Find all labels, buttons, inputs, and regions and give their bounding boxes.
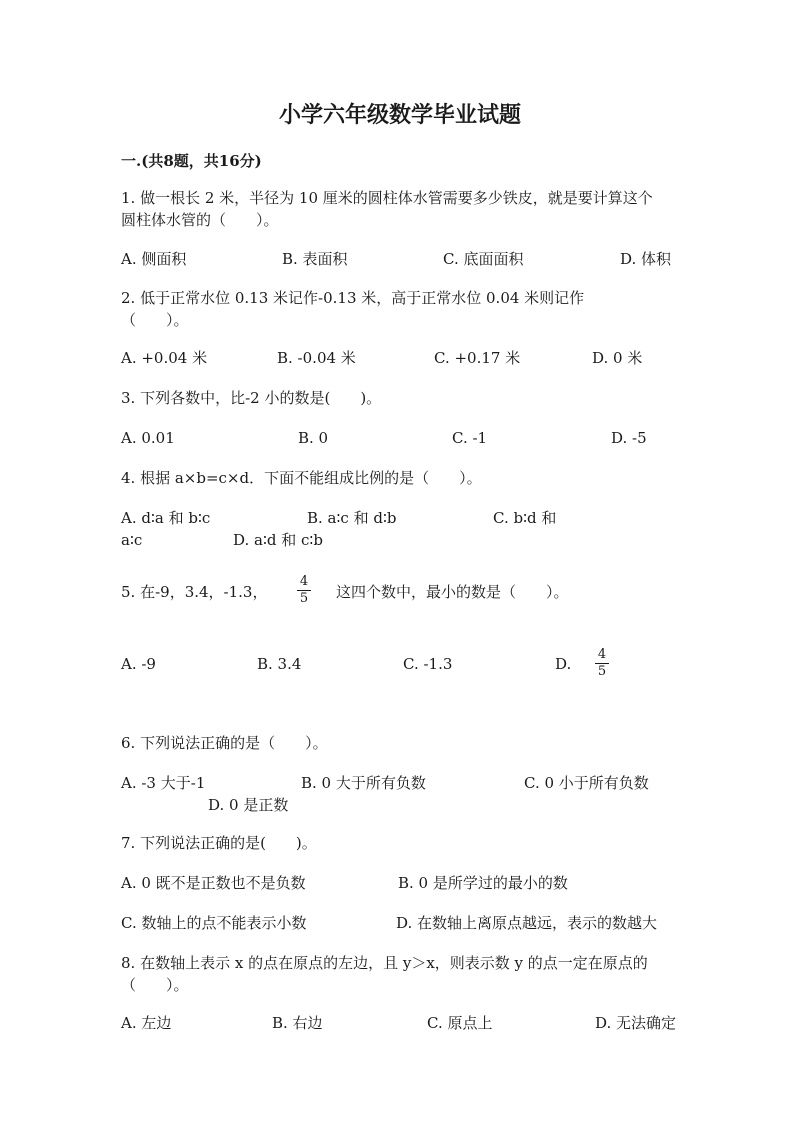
q3-option-c[interactable]: C. -1 [452,429,488,447]
q8-option-b[interactable]: B. 右边 [272,1014,323,1032]
q6-option-b[interactable]: B. 0 大于所有负数 [301,774,426,792]
q5-option-d-fraction [595,648,609,679]
question-4-line-1: 4. 根据 a×b=c×d．下面不能组成比例的是（ ）。 [121,469,482,487]
question-2-line-1: 2. 低于正常水位 0.13 米记作-0.13 米，高于正常水位 0.04 米则记作 [121,289,585,307]
question-5-suffix: 这四个数中，最小的数是（ ）。 [336,583,569,601]
q7-option-d[interactable]: D. 在数轴上离原点越远，表示的数越大 [396,914,658,932]
question-2-line-2: （ ）。 [121,311,189,329]
q2-option-a[interactable]: A. +0.04 米 [121,349,208,367]
q8-option-c[interactable]: C. 原点上 [427,1014,493,1032]
q4-option-b[interactable]: B. a∶c 和 d∶b [307,509,397,527]
question-3-line-1: 3. 下列各数中，比-2 小的数是( )。 [121,389,382,407]
question-8-line-2: （ ）。 [121,976,189,994]
section-heading: 一.(共8题，共16分) [121,152,262,170]
question-7-line-1: 7. 下列说法正确的是( )。 [121,834,317,852]
q1-option-d[interactable]: D. 体积 [620,250,672,268]
q3-option-d[interactable]: D. -5 [611,429,647,447]
q5-fraction [297,575,311,606]
q5-option-b[interactable]: B. 3.4 [257,655,302,673]
q6-option-a[interactable]: A. -3 大于-1 [121,774,206,792]
q5-option-d-denominator: 5 [597,664,607,679]
q1-option-c[interactable]: C. 底面面积 [443,250,524,268]
q8-option-d[interactable]: D. 无法确定 [595,1014,677,1032]
q2-option-c[interactable]: C. +0.17 米 [434,349,521,367]
q5-option-a[interactable]: A. -9 [121,655,156,673]
q5-fraction-numerator: 4 [299,574,309,589]
q1-option-b[interactable]: B. 表面积 [282,250,348,268]
q2-option-b[interactable]: B. -0.04 米 [277,349,356,367]
q4-option-d[interactable]: D. a∶d 和 c∶b [233,531,323,549]
q5-option-c[interactable]: C. -1.3 [403,655,453,673]
question-1-line-2: 圆柱体水管的（ ）。 [121,211,279,229]
q5-fraction-denominator: 5 [299,591,309,606]
q4-option-c-continued[interactable]: a∶c [121,531,143,549]
q1-option-a[interactable]: A. 侧面积 [121,250,187,268]
q5-option-d[interactable]: D. [555,655,572,673]
q5-option-d-numerator: 4 [597,647,607,662]
question-6-line-1: 6. 下列说法正确的是（ ）。 [121,734,328,752]
q4-option-c[interactable]: C. b∶d 和 [493,509,557,527]
q3-option-a[interactable]: A. 0.01 [121,429,175,447]
q6-option-c[interactable]: C. 0 小于所有负数 [524,774,649,792]
q7-option-c[interactable]: C. 数轴上的点不能表示小数 [121,914,307,932]
q8-option-a[interactable]: A. 左边 [121,1014,172,1032]
question-5-prefix: 5. 在-9，3.4，-1.3， [121,583,268,601]
exam-title: 小学六年级数学毕业试题 [278,102,521,128]
q7-option-b[interactable]: B. 0 是所学过的最小的数 [398,874,568,892]
question-1-line-1: 1. 做一根长 2 米，半径为 10 厘米的圆柱体水管需要多少铁皮，就是要计算这个 [121,189,653,207]
q2-option-d[interactable]: D. 0 米 [592,349,643,367]
question-8-line-1: 8. 在数轴上表示 x 的点在原点的左边，且 y＞x，则表示数 y 的点一定在原点的 [121,954,648,972]
q4-option-a[interactable]: A. d∶a 和 b∶c [121,509,211,527]
q3-option-b[interactable]: B. 0 [298,429,329,447]
q7-option-a[interactable]: A. 0 既不是正数也不是负数 [121,874,306,892]
q6-option-d[interactable]: D. 0 是正数 [208,796,289,814]
